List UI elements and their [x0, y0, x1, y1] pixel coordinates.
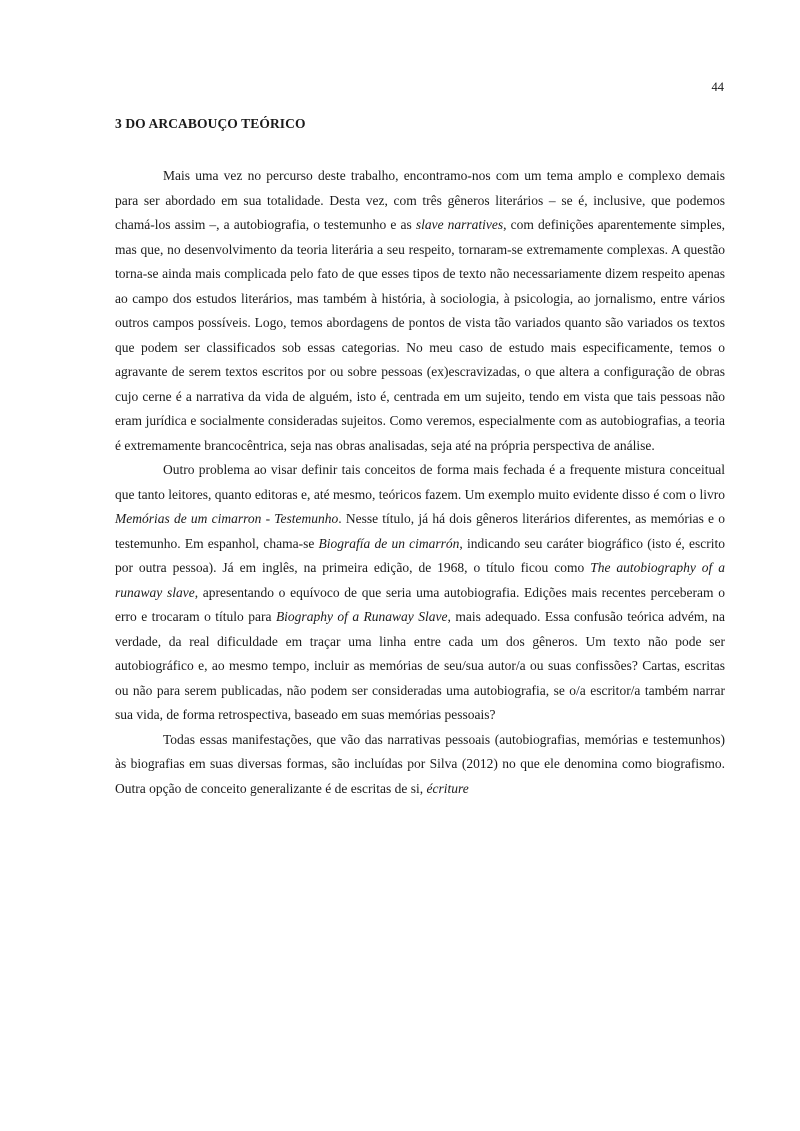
italic-text: écriture — [426, 780, 469, 796]
text-run: Todas essas manifestações, que vão das narrativas pessoais (autobiografias, memórias e testemunhos) às biografias em suas diversas formas, são incluídas por Silva (2012) no que ele denomina como biografismo. Outra opção de conceito generalizante é de escritas de si, — [115, 731, 725, 796]
text-run: , apresentando o equívoco de que seria uma autobiografia. Edições mais recentes perceberam o erro e trocaram o título para — [115, 584, 725, 624]
italic-text: Testemunho — [274, 511, 339, 526]
paragraph — [115, 164, 725, 458]
italic-text: Biografía de un cimarrón — [318, 535, 460, 551]
paragraph — [115, 458, 725, 728]
italic-text: Memórias de um cimarron — [115, 511, 262, 526]
chapter-title: 3 DO ARCABOUÇO TEÓRICO — [115, 116, 306, 131]
text-run: , indicando seu caráter biográfico (isto é, escrito por outra pessoa). Já em inglês, na primeira edição, de 1968, o título ficou como — [115, 535, 725, 575]
paragraph — [115, 728, 725, 802]
page-number: 44 — [711, 80, 724, 94]
text-run: Mais uma vez no percurso deste trabalho, encontramo-nos com um tema amplo e complexo demais para ser abordado em sua totalidade. Desta vez, com três gêneros literários – se é, inclusive, que podemos chamá-los assim –, a autobiografia, o testemunho e as — [115, 168, 725, 232]
text-run: Outro problema ao visar definir tais conceitos de forma mais fechada é a frequente mistura conceitual que tanto leitores, quanto editoras e, até mesmo, teóricos fazem. Um exemplo muito evidente disso é com o livro — [115, 462, 725, 502]
text-run: . Nesse título, já há dois gêneros literários diferentes, as memórias e o testemunho. Em espanhol, chama-se — [115, 511, 725, 551]
italic-text: Biography of a Runaway Slave — [275, 609, 448, 624]
text-run: , mais adequado. Essa confusão teórica advém, na verdade, da real dificuldade em traçar uma linha entre cada um dos gêneros. Um texto não pode ser autobiográfico e, ao mesmo tempo, incluir as memórias de seu/sua autor/a ou suas confissões? Cartas, escritas ou não para serem publicadas, não podem ser consideradas uma autobiografia, se o/a escritor/a também narrar sua vida, de forma retrospectiva, baseado em suas memórias pessoais? — [115, 609, 725, 722]
italic-text: slave narratives — [415, 217, 504, 232]
text-run: , com definições aparentemente simples, mas que, no desenvolvimento da teoria literária a seu respeito, tornaram-se extremamente complexas. A questão torna-se ainda mais complicada pelo fato de que esses tipos de texto não necessariamente dizem respeito apenas ao campo dos estudos literários, mas também à história, à sociologia, à psicologia, ao jornalismo, entre vários outros campos possíveis. Logo, temos abordagens de pontos de vista tão variados quanto são variados os textos que podem ser classificados sob essas categorias. No meu caso de estudo mais especificamente, temos o agravante de serem textos escritos por ou sobre pessoas (ex)escravizadas, o que altera a configuração de obras cujo cerne é a narrativa da vida de alguém, isto é, centrada em um sujeito, tendo em vista que tais pessoas não eram jurídica e socialmente consideradas sujeitos. Como veremos, especialmente com as autobiografias, a teoria é extremamente brancocêntrica, seja nas obras analisadas, seja até na própria perspectiva de análise. — [115, 217, 725, 453]
body-text — [115, 164, 725, 801]
text-run: - — [261, 511, 275, 526]
italic-text: The autobiography of a runaway slave — [115, 560, 725, 600]
